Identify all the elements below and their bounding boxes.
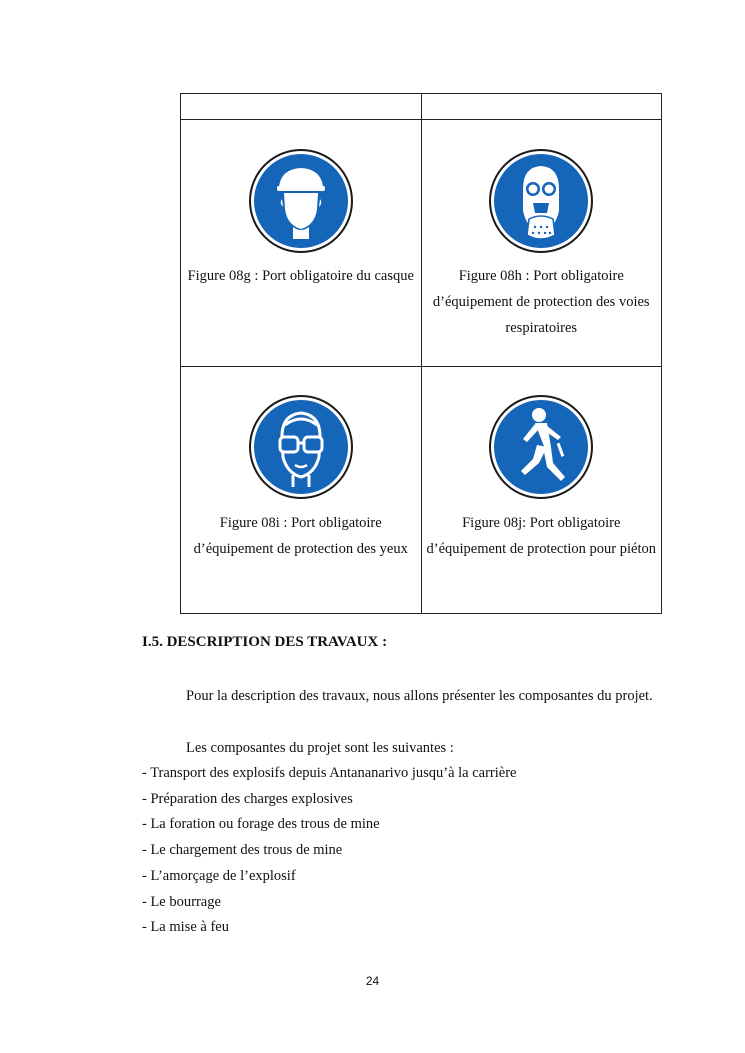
- figures-table: [180, 93, 662, 614]
- figure-caption: Figure 08j: Port obligatoire d’équipement de protection pour piéton: [426, 515, 656, 557]
- table-header-row: [181, 94, 662, 120]
- figure-caption: Figure 08h : Port obligatoire d’équipement de protection des voies respiratoires: [432, 268, 650, 336]
- list-item: - Préparation des charges explosives: [142, 790, 353, 807]
- list-item: - Transport des explosifs depuis Antananarivo jusqu’à la carrière: [142, 765, 517, 781]
- intro-paragraph: Pour la description des travaux, nous allons présenter les composantes du projet.: [186, 688, 653, 704]
- pedestrian-icon: [489, 395, 593, 499]
- figure-cell-08j: [421, 367, 662, 614]
- safety-glasses-icon: [249, 395, 353, 499]
- list-item: - La foration ou forage des trous de mine: [142, 816, 380, 833]
- lead-paragraph: Les composantes du projet sont les suivantes :: [186, 740, 454, 756]
- figure-cell-08i: [181, 367, 422, 614]
- table-header-cell-right: [421, 94, 662, 120]
- list-item: - La mise à feu: [142, 919, 229, 936]
- figure-cell-08g: [181, 120, 422, 367]
- table-header-cell-left: [181, 94, 422, 120]
- figure-caption: Figure 08i : Port obligatoire d’équipement de protection des yeux: [193, 515, 408, 557]
- page-number: 24: [365, 974, 380, 988]
- figure-row: [181, 120, 662, 367]
- figure-row: [181, 367, 662, 614]
- helmet-icon: [249, 149, 353, 253]
- figure-caption: Figure 08g : Port obligatoire du casque: [187, 268, 414, 284]
- list-item: - Le bourrage: [142, 893, 221, 910]
- list-item: - Le chargement des trous de mine: [142, 842, 343, 859]
- figure-cell-08h: [421, 120, 662, 367]
- gas-mask-icon: [489, 149, 593, 253]
- section-heading: I.5. DESCRIPTION DES TRAVAUX :: [142, 634, 388, 650]
- components-list: [142, 761, 517, 941]
- list-item: - L’amorçage de l’explosif: [142, 867, 296, 884]
